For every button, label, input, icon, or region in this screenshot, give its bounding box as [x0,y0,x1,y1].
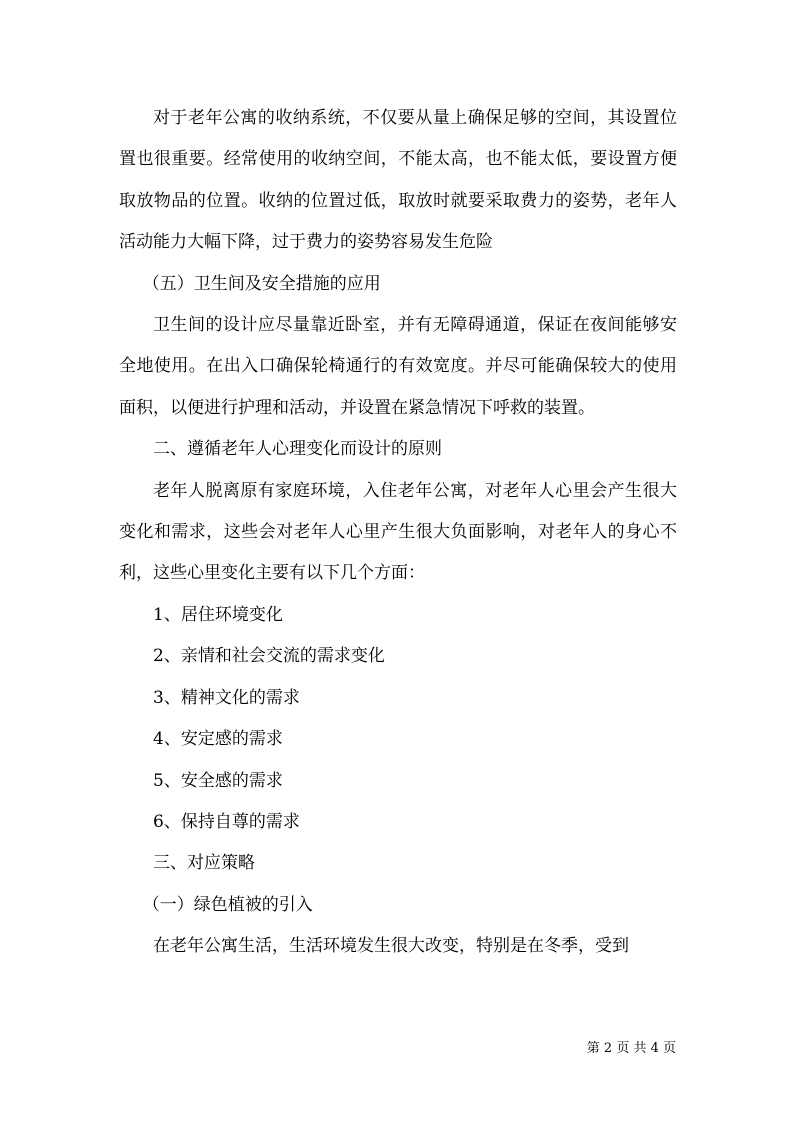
list-item-spiritual-culture: 3、精神文化的需求 [153,687,300,708]
section-heading-green-vegetation: （一）绿色植被的引入 [142,894,313,915]
section-heading-strategies: 三、对应策略 [153,853,255,874]
page-number: 第 2 页 共 4 页 [586,1041,676,1056]
page-footer [0,1040,794,1058]
paragraph-apartment-life: 在老年公寓生活，生活环境发生很大改变，特别是在冬季，受到 [153,936,629,957]
document-body [119,98,677,968]
list-item-security: 5、安全感的需求 [153,770,283,791]
list-item-self-esteem: 6、保持自尊的需求 [153,811,300,832]
paragraph-bathroom-design: 卫生间的设计应尽量靠近卧室，并有无障碍通道，保证在夜间能够安全地使用。在出入口确保轮椅通行的有效宽度。并尽可能确保较大的使用面积，以便进行护理和活动，并设置在紧急情况下呼救的装置。 [119,315,677,418]
paragraph-psychological-changes: 老年人脱离原有家庭环境，入住老年公寓，对老年人心里会产生很大变化和需求，这些会对老年人心里产生很大负面影响，对老年人的身心不利，这些心里变化主要有以下几个方面： [119,480,677,584]
paragraph-storage-system: 对于老年公寓的收纳系统，不仅要从量上确保足够的空间，其设置位置也很重要。经常使用的收纳空间，不能太高，也不能太低，要设置方便取放物品的位置。收纳的位置过低，取放时就要采取费力的姿势，老年人活动能力大幅下降，过于费力的姿势容易发生危险 [119,108,677,253]
list-item-family-social: 2、亲情和社会交流的需求变化 [153,646,385,667]
section-heading-bathroom-safety: （五）卫生间及安全措施的应用 [142,273,381,294]
section-heading-psychological-principles: 二、遵循老年人心理变化而设计的原则 [153,439,442,460]
list-item-living-environment: 1、居住环境变化 [153,604,283,625]
list-item-stability: 4、安定感的需求 [153,729,283,750]
